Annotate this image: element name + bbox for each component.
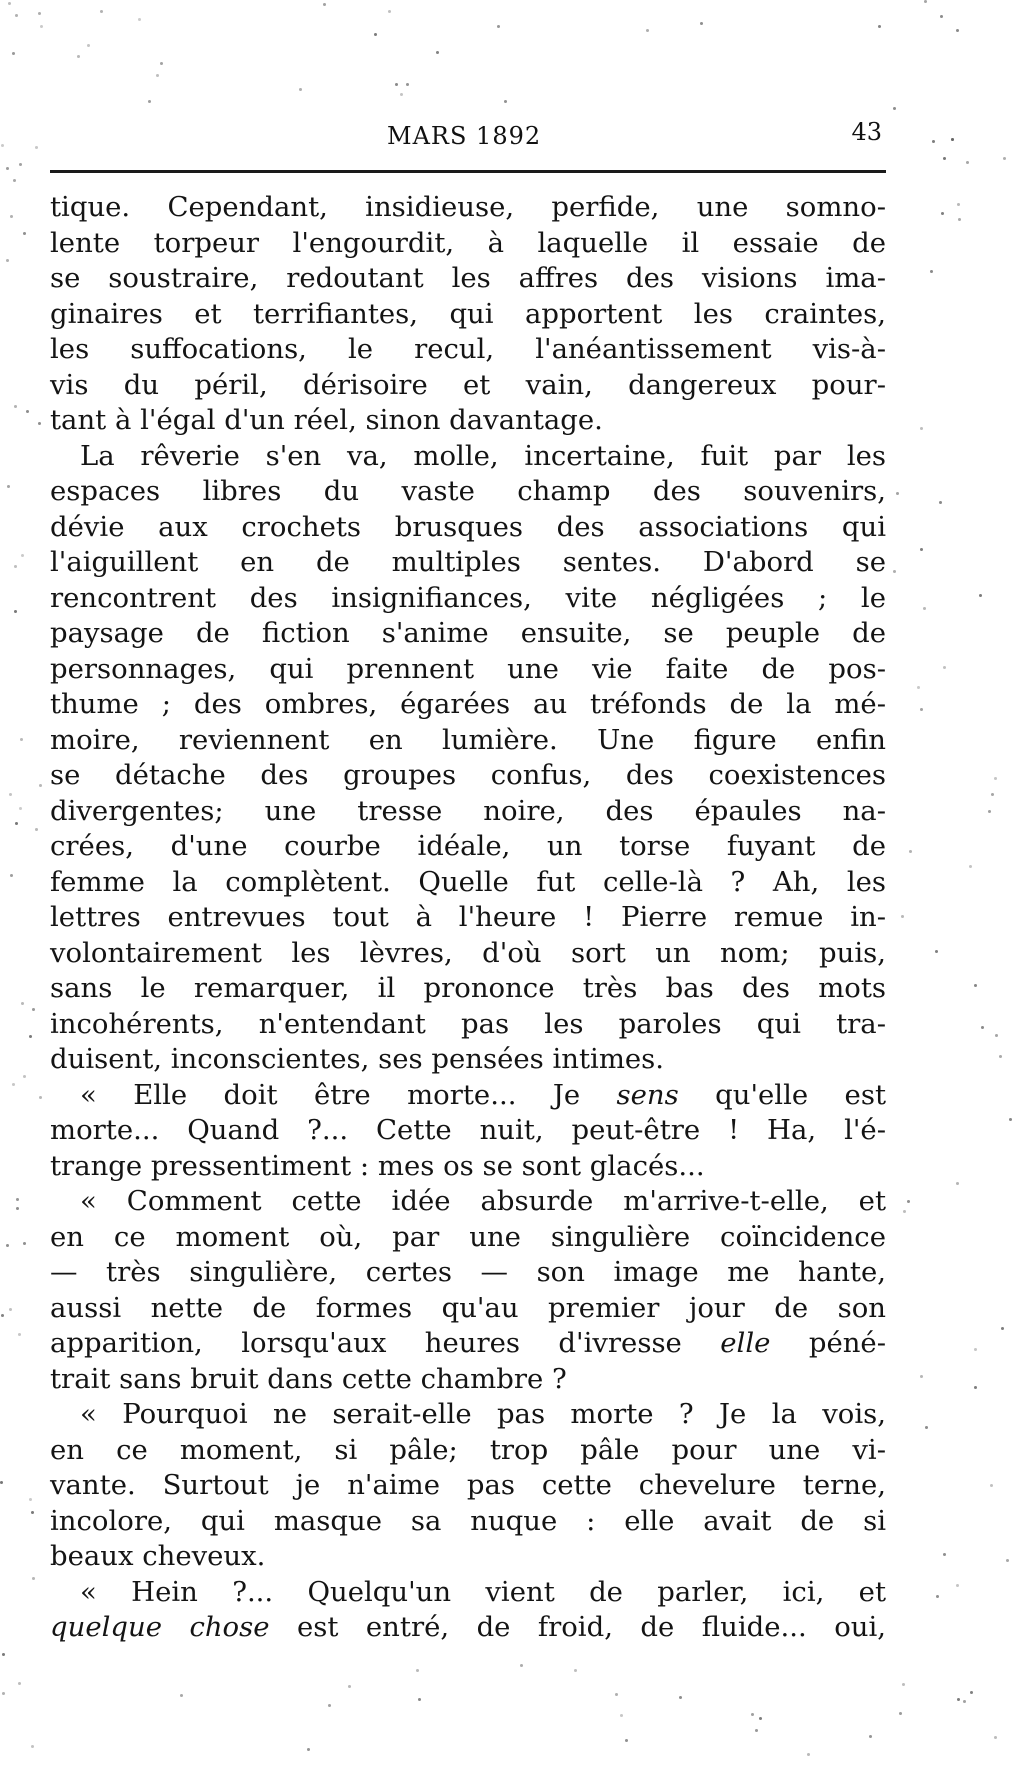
speckle — [87, 44, 90, 47]
speckle — [909, 850, 912, 853]
speckle — [1003, 157, 1006, 160]
speckle — [1006, 1559, 1009, 1562]
speckle — [902, 1683, 905, 1686]
speckle — [1001, 1327, 1004, 1330]
speckle — [936, 1595, 939, 1598]
text-line: trange pressentiment : mes os se sont glacés... — [50, 1149, 705, 1182]
speckle — [374, 33, 377, 36]
speckle — [956, 1584, 959, 1587]
text-line: « Pourquoi ne serait-elle pas morte ? Je la vois, — [80, 1398, 886, 1430]
speckle — [920, 708, 923, 711]
text-line: beaux cheveux. — [50, 1540, 266, 1572]
speckle — [869, 1735, 872, 1738]
speckle — [1, 144, 4, 147]
text-line: en ce moment où, par une singulière coïncidence — [50, 1220, 886, 1253]
speckle — [920, 1375, 923, 1378]
speckle — [981, 1026, 984, 1029]
header-rule — [50, 170, 886, 173]
speckle — [1, 1314, 4, 1317]
speckle — [2, 1692, 5, 1695]
text-line: sans le remarquer, il prononce très bas des mots — [50, 972, 886, 1004]
speckle — [180, 1694, 183, 1697]
speckle — [925, 1426, 928, 1429]
text-line: tique. Cependant, insidieuse, perfide, une somno- — [50, 191, 886, 223]
speckle — [19, 163, 22, 166]
speckle — [323, 3, 326, 6]
speckle — [16, 1198, 19, 1201]
text-line: divergentes; une tresse noire, des épaules na- — [50, 794, 886, 827]
speckle — [395, 83, 398, 86]
speckle — [923, 607, 926, 610]
speckle — [625, 1739, 628, 1742]
text-line: tant à l'égal d'un réel, sinon davantage. — [50, 404, 603, 436]
speckle — [15, 14, 18, 17]
speckle — [21, 554, 24, 557]
speckle — [388, 10, 391, 13]
text-line: « Hein ?... Quelqu'un vient de parler, ici, et — [80, 1575, 886, 1608]
italic-word: quelque chose — [50, 1611, 270, 1643]
speckle — [994, 777, 997, 780]
speckle — [940, 15, 943, 18]
speckle — [700, 22, 703, 25]
speckle — [77, 55, 80, 58]
speckle — [6, 167, 9, 170]
speckle — [32, 1577, 35, 1580]
speckle — [941, 212, 944, 215]
page-number: 43 — [851, 118, 882, 146]
italic-word: sens — [616, 1078, 679, 1111]
speckle — [6, 259, 9, 262]
text-line: se détache des groupes confus, des coexistences — [50, 759, 886, 791]
text-line: La rêverie s'en va, molle, incertaine, fuit par les — [80, 439, 886, 472]
text-line: incolore, qui masque sa nuque : elle avait de si — [50, 1504, 886, 1537]
text-line: lettres entrevues tout à l'heure ! Pierre remue in- — [50, 901, 886, 933]
speckle — [932, 140, 935, 143]
speckle — [100, 10, 103, 13]
speckle — [970, 1691, 973, 1694]
speckle — [35, 828, 38, 831]
speckle — [18, 1682, 21, 1685]
speckle — [995, 1034, 998, 1037]
text-line: espaces libres du vaste champ des souvenirs, — [50, 475, 886, 507]
speckle — [436, 51, 439, 54]
text-line: se soustraire, redoutant les affres des visions ima- — [50, 262, 886, 294]
speckle — [497, 25, 500, 28]
text-line: thume ; des ombres, égarées au tréfonds de la mé- — [50, 688, 886, 720]
text-line: aussi nette de formes qu'au premier jour de son — [50, 1291, 886, 1324]
speckle — [9, 793, 12, 796]
speckle — [963, 1700, 966, 1703]
speckle — [956, 1182, 959, 1185]
speckle — [990, 1484, 993, 1487]
speckle — [969, 865, 972, 868]
speckle — [348, 1685, 351, 1688]
speckle — [807, 1753, 810, 1756]
speckle — [14, 610, 17, 613]
text-line: rencontrent des insignifiances, vite négligées ; le — [50, 581, 886, 614]
speckle — [31, 1511, 34, 1514]
speckle — [907, 1200, 910, 1203]
speckle — [755, 1729, 758, 1732]
speckle — [966, 161, 969, 164]
speckle — [679, 1696, 682, 1699]
speckle — [930, 270, 933, 273]
speckle — [958, 218, 961, 221]
speckle — [896, 492, 899, 495]
speckle — [31, 1745, 34, 1748]
speckle — [2, 1653, 5, 1656]
speckle — [20, 738, 23, 741]
speckle — [328, 1704, 331, 1707]
speckle — [14, 565, 17, 568]
text-line: l'aiguillent en de multiples sentes. D'abord se — [50, 546, 886, 578]
speckle — [917, 686, 920, 689]
text-line: quelque chose est entré, de froid, de fluide... oui, — [50, 1611, 887, 1643]
speckle — [406, 83, 409, 86]
speckle — [138, 18, 141, 21]
speckle — [943, 666, 946, 669]
speckle — [299, 88, 302, 91]
text-line: « Elle doit être morte... Je sens qu'elle est — [80, 1078, 886, 1111]
text-line: ginaires et terrifiantes, qui apportent les craintes, — [50, 297, 886, 330]
speckle — [903, 1210, 906, 1213]
speckle — [23, 232, 26, 235]
speckle — [620, 1714, 623, 1717]
speckle — [7, 485, 10, 488]
speckle — [39, 784, 42, 787]
speckle — [901, 915, 904, 918]
speckle — [999, 1055, 1002, 1058]
speckle — [18, 1333, 21, 1336]
speckle — [29, 1035, 32, 1038]
speckle — [8, 2, 11, 5]
speckle — [16, 1207, 19, 1210]
speckle — [957, 203, 960, 206]
speckle — [9, 1308, 12, 1311]
body-text — [50, 190, 886, 1646]
text-line: volontairement les lèvres, d'où sort un nom; puis, — [50, 936, 886, 969]
speckle — [893, 107, 896, 110]
speckle — [878, 25, 881, 28]
speckle — [38, 12, 41, 15]
speckle — [956, 29, 959, 32]
speckle — [951, 138, 954, 141]
speckle — [0, 1481, 3, 1484]
speckle — [943, 1553, 946, 1556]
speckle — [994, 1736, 997, 1739]
text-line: crées, d'une courbe idéale, un torse fuyant de — [50, 830, 886, 862]
speckle — [943, 157, 946, 160]
speckle — [12, 52, 15, 55]
speckle — [416, 1669, 419, 1672]
speckle — [1009, 1118, 1012, 1121]
speckle — [504, 100, 507, 103]
speckle — [14, 405, 17, 408]
speckle — [307, 1748, 310, 1751]
speckle — [23, 1242, 26, 1245]
speckle — [148, 100, 151, 103]
text-line: trait sans bruit dans cette chambre ? — [50, 1362, 567, 1395]
speckle — [924, 0, 927, 3]
text-line: femme la complètent. Quelle fut celle-là ? Ah, les — [50, 865, 886, 898]
speckle — [29, 1498, 32, 1501]
speckle — [39, 1096, 42, 1099]
speckle — [15, 822, 18, 825]
speckle — [939, 501, 942, 504]
speckle — [156, 74, 159, 77]
speckle — [13, 179, 16, 182]
text-line: en ce moment, si pâle; trop pâle pour une vi- — [50, 1433, 886, 1466]
speckle — [979, 594, 982, 597]
speckle — [974, 1386, 977, 1389]
speckle — [23, 1075, 26, 1078]
text-line: incohérents, n'entendant pas les paroles qui tra- — [50, 1007, 886, 1040]
running-title: MARS 1892 — [387, 122, 542, 150]
speckle — [10, 215, 13, 218]
speckle — [418, 1698, 421, 1701]
speckle — [974, 984, 977, 987]
page-header — [52, 118, 882, 158]
text-line: « Comment cette idée absurde m'arrive-t-elle, et — [80, 1185, 886, 1217]
speckle — [646, 29, 649, 32]
text-line: dévie aux crochets brusques des associations qui — [50, 510, 886, 543]
speckle — [991, 793, 994, 796]
speckle — [32, 1008, 35, 1011]
speckle — [10, 874, 13, 877]
speckle — [160, 62, 163, 65]
speckle — [615, 1693, 618, 1696]
text-line: paysage de fiction s'anime ensuite, se peuple de — [50, 617, 886, 649]
speckle — [893, 570, 896, 573]
speckle — [974, 1348, 977, 1351]
speckle — [520, 1664, 523, 1667]
speckle — [899, 1712, 902, 1715]
speckle — [920, 548, 923, 551]
speckle — [574, 1669, 577, 1672]
text-line: les suffocations, le recul, l'anéantissement vis-à- — [50, 333, 886, 365]
speckle — [35, 146, 38, 149]
italic-word: elle — [720, 1327, 771, 1359]
text-line: duisent, inconscientes, ses pensées intimes. — [50, 1043, 665, 1075]
speckle — [988, 810, 991, 813]
speckle — [935, 950, 938, 953]
text-line: lente torpeur l'engourdit, à laquelle il essaie de — [50, 226, 886, 259]
speckle — [759, 1717, 762, 1720]
speckle — [751, 1713, 754, 1716]
text-line: morte... Quand ?... Cette nuit, peut-être ! Ha, l'é- — [50, 1114, 886, 1146]
speckle — [920, 427, 923, 430]
text-line: apparition, lorsqu'aux heures d'ivresse elle péné- — [50, 1327, 886, 1359]
text-line: moire, reviennent en lumière. Une figure enfin — [50, 723, 886, 756]
speckle — [38, 422, 41, 425]
speckle — [40, 25, 43, 28]
speckle — [6, 1244, 9, 1247]
speckle — [957, 1698, 960, 1701]
text-line: personnages, qui prennent une vie faite de pos- — [50, 652, 886, 685]
speckle — [21, 1002, 24, 1005]
speckle — [26, 410, 29, 413]
text-line: — très singulière, certes — son image me hante, — [50, 1256, 886, 1288]
text-line: vis du péril, dérisoire et vain, dangereux pour- — [50, 368, 886, 401]
speckle — [12, 1083, 15, 1086]
speckle — [19, 807, 22, 810]
text-line: vante. Surtout je n'aime pas cette chevelure terne, — [50, 1469, 886, 1501]
speckle — [400, 93, 403, 96]
